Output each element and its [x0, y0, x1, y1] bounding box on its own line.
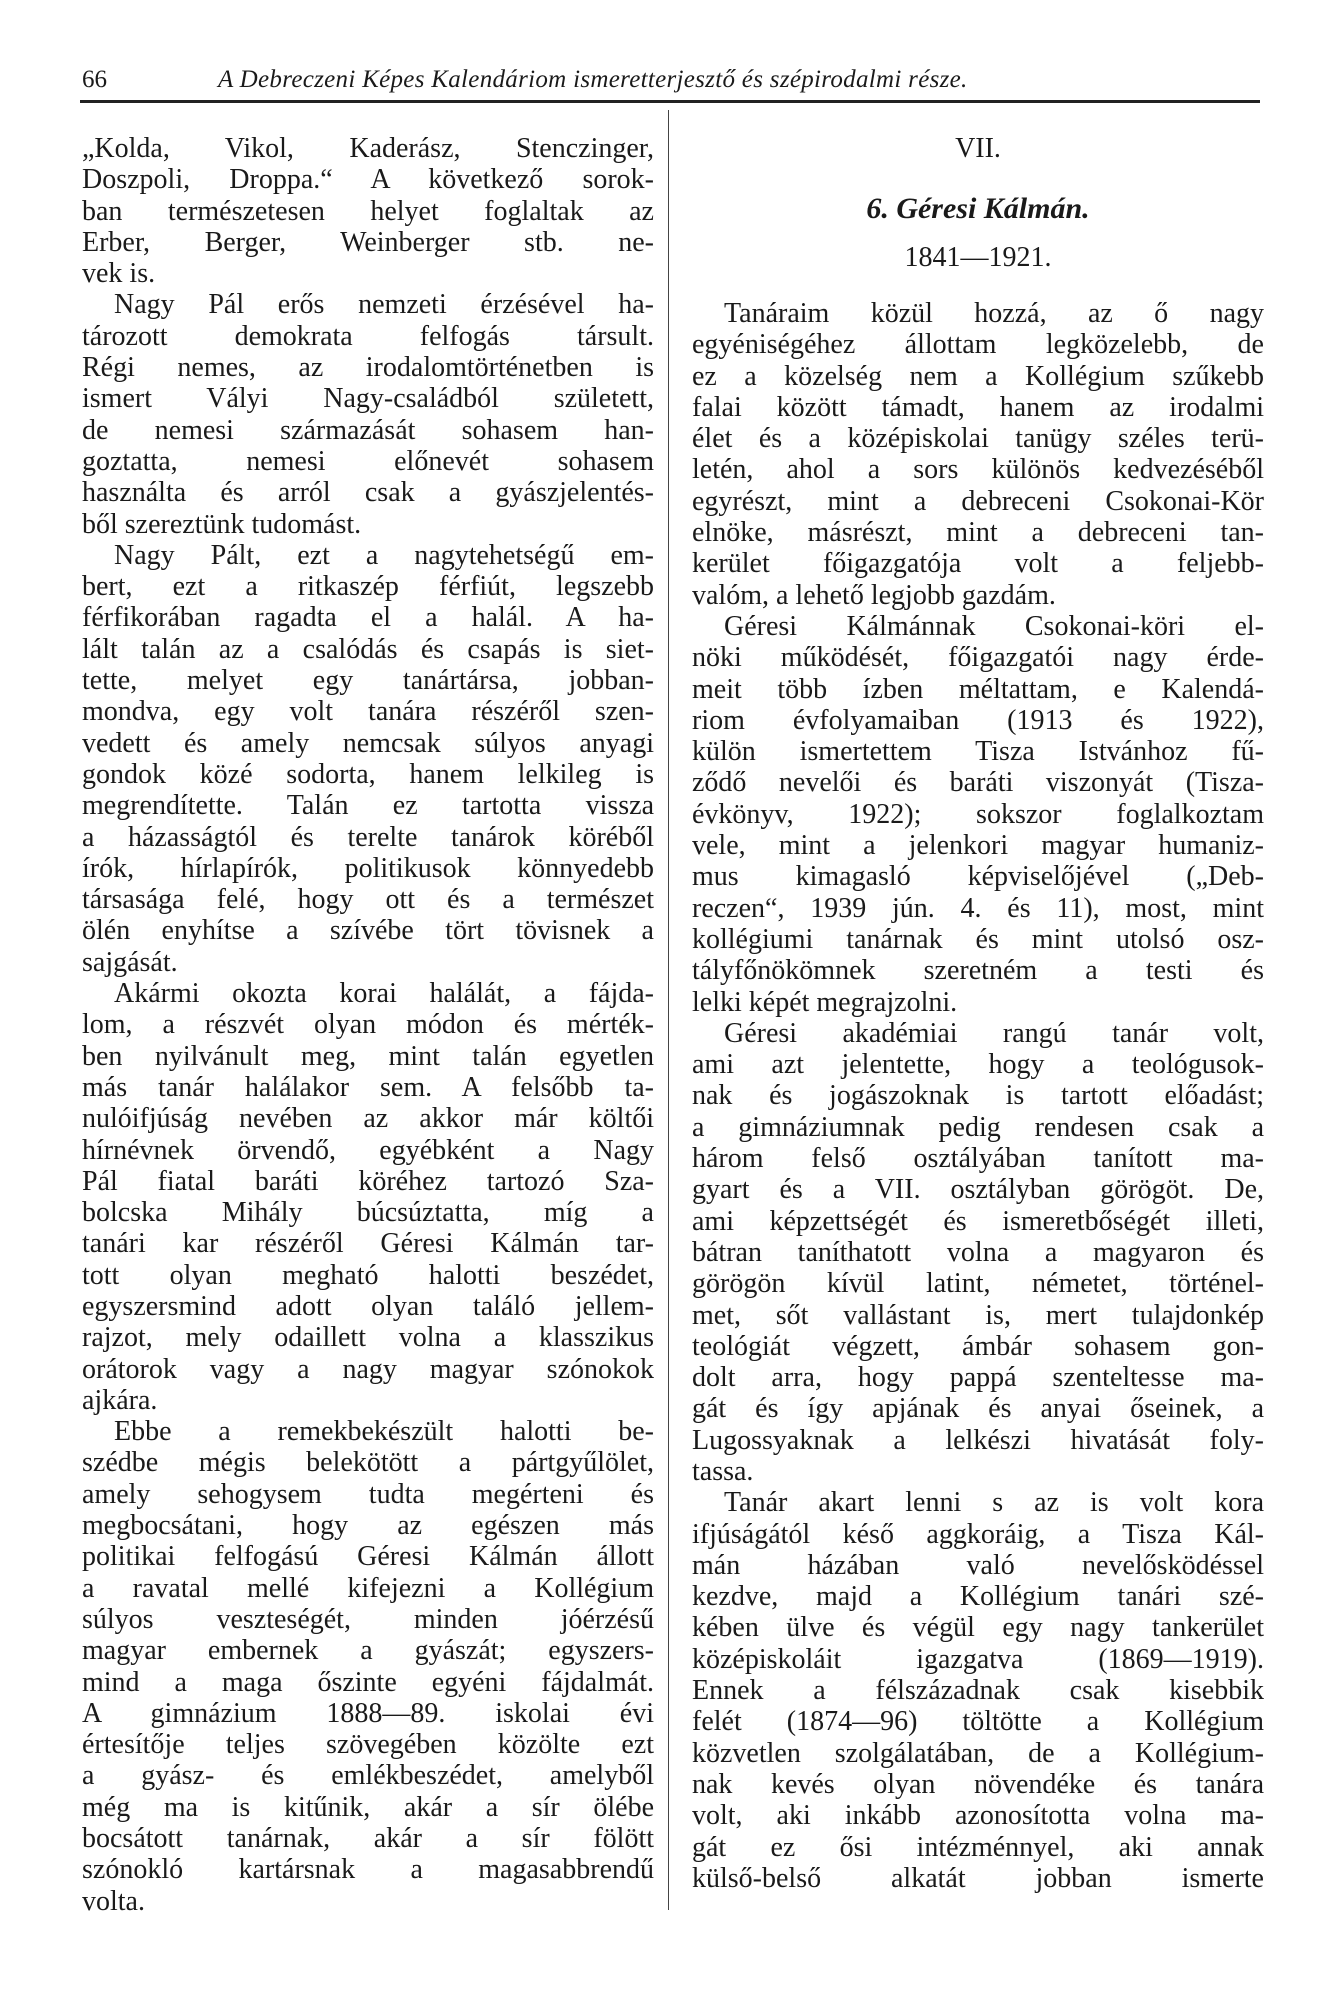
text-line: külső-belső alkatát jobban ismerte [692, 1862, 1264, 1894]
text-line: más tanár halálakor sem. A felsőbb ta- [82, 1071, 654, 1103]
text-line: a gyász- és emlékbeszédet, amelyből [82, 1760, 654, 1792]
text-line: vele, mint a jelenkori magyar humaniz- [692, 830, 1264, 862]
text-line: tette, melyet egy tanártársa, jobban- [82, 665, 654, 697]
text-line: volt, aki inkább azonosította volna ma- [692, 1800, 1264, 1832]
text-line: tassa. [692, 1455, 754, 1487]
text-line: nak és jogászoknak is tartott előadást; [692, 1080, 1264, 1112]
page-number: 66 [82, 66, 107, 93]
text-line: valóm, a lehető legjobb gazdám. [692, 579, 1056, 611]
text-line: férfikorában ragadta el a halál. A ha- [82, 602, 654, 634]
text-line: kében ülve és végül egy nagy tankerület [692, 1612, 1264, 1644]
text-line: bátran taníthatott volna a magyaron és [692, 1236, 1264, 1268]
running-header: A Debreczeni Képes Kalendáriom ismeretterjesztő és szépirodalmi része. [218, 66, 968, 93]
text-line: „Kolda, Vikol, Kaderász, Stenczinger, [82, 133, 654, 164]
text-line: bocsátott tanárnak, akár a sír fölött [82, 1823, 654, 1855]
text-line: a ravatal mellé kifejezni a Kollégium [82, 1572, 654, 1604]
text-line: lelki képét megrajzolni. [692, 986, 958, 1018]
text-line: Ennek a félszázadnak csak kisebbik [692, 1675, 1264, 1707]
text-line: gondok közé sodorta, hanem lelkileg is [82, 758, 654, 790]
text-line: Lugossyaknak a lelkészi hivatását foly- [692, 1424, 1264, 1456]
text-line: hírnévnek örvendő, egyébként a Nagy [82, 1134, 654, 1166]
text-line: magyar embernek a gyászát; egyszers- [82, 1635, 654, 1667]
right-column [692, 298, 1264, 1894]
text-line: ifjúságától késő aggkoráig, a Tisza Kál- [692, 1518, 1264, 1550]
text-line: írók, hírlapírók, politikusok könnyedebb [82, 852, 654, 884]
text-line: megrendítette. Talán ez tartotta vissza [82, 790, 654, 822]
text-line: Tanáraim közül hozzá, az ő nagy [724, 298, 1264, 329]
text-line: gát ez ősi intézménnyel, aki annak [692, 1831, 1264, 1863]
text-line: gyart és a VII. osztályban görögöt. De, [692, 1174, 1264, 1206]
text-line: amely sehogysem tudta megérteni és [82, 1478, 654, 1510]
article-years: 1841—1921. [904, 242, 1052, 273]
text-line: évkönyv, 1922); sokszor foglalkoztam [692, 798, 1264, 830]
text-line: goztatta, nemesi előnevét sohasem [82, 445, 654, 477]
text-line: A gimnázium 1888—89. iskolai évi [82, 1697, 654, 1729]
text-line: élet és a középiskolai tanügy széles terü- [692, 423, 1264, 455]
text-line: Nagy Pál erős nemzeti érzésével ha- [114, 289, 654, 321]
text-line: nak kevés olyan növendéke és tanára [692, 1768, 1264, 1800]
text-line: tározott demokrata felfogás társult. [82, 320, 654, 352]
text-line: de nemesi származását sohasem han- [82, 414, 654, 446]
text-line: súlyos veszteségét, minden jóérzésű [82, 1603, 654, 1635]
text-line: teológiát végzett, ámbár sohasem gon- [692, 1330, 1264, 1362]
text-line: vek is. [82, 258, 156, 290]
text-line: Nagy Pált, ezt a nagytehetségű em- [114, 539, 654, 571]
text-line: met, sőt vallástant is, mert tulajdonkép [692, 1299, 1264, 1331]
text-line: dolt arra, hogy pappá szenteltesse ma- [692, 1362, 1264, 1394]
article-title: 6. Géresi Kálmán. [866, 192, 1090, 225]
text-line: riom évfolyamaiban (1913 és 1922), [692, 704, 1264, 736]
text-line: lált talán az a csalódás és csapás is siet- [82, 633, 654, 665]
text-line: ami azt jelentette, hogy a teológusok- [692, 1049, 1264, 1081]
text-line: a házasságtól és terelte tanárok köréből [82, 821, 654, 853]
text-line: Ebbe a remekbekészült halotti be- [114, 1416, 654, 1448]
header-rule [80, 100, 1260, 103]
text-line: ez a közelség nem a Kollégium szűkebb [692, 360, 1264, 392]
text-line: kerület főigazgatója volt a feljebb- [692, 548, 1264, 580]
text-line: Doszpoli, Droppa.“ A következő sorok- [82, 164, 654, 196]
text-line: letén, ahol a sors különös kedvezéséből [692, 454, 1264, 486]
text-line: mind a maga őszinte egyéni fájdalmát. [82, 1666, 654, 1698]
section-number: VII. [955, 133, 1001, 164]
text-line: még ma is kitűnik, akár a sír ölébe [82, 1791, 654, 1823]
text-line: Akármi okozta korai halálát, a fájda- [114, 978, 654, 1010]
column-divider [668, 110, 669, 1910]
text-line: tanári kar részéről Géresi Kálmán tar- [82, 1228, 654, 1260]
text-line: szónokló kartársnak a magasabbrendű [82, 1854, 654, 1886]
text-line: meit több ízben méltattam, e Kalendá- [692, 673, 1264, 705]
text-line: mus kimagasló képviselőjével („Deb- [692, 861, 1264, 893]
text-line: volta. [82, 1885, 145, 1917]
text-line: külön ismertettem Tisza Istvánhoz fű- [692, 736, 1264, 768]
text-line: szédbe mégis belekötött a pártgyűlölet, [82, 1447, 654, 1479]
text-line: tott olyan megható halotti beszédet, [82, 1259, 654, 1291]
text-line: Pál fiatal baráti köréhez tartozó Sza- [82, 1165, 654, 1197]
text-line: orátorok vagy a nagy magyar szónokok [82, 1353, 654, 1385]
text-line: mán házában való nevelősködéssel [692, 1549, 1264, 1581]
text-line: a gimnáziumnak pedig rendesen csak a [692, 1111, 1264, 1143]
text-line: három felső osztályában tanított ma- [692, 1143, 1264, 1175]
text-line: középiskoláit igazgatva (1869—1919). [692, 1643, 1264, 1675]
text-line: ban természetesen helyet foglaltak az [82, 195, 654, 227]
text-line: bolcska Mihály búcsúztatta, míg a [82, 1197, 654, 1229]
text-line: nulóifjúság nevében az akkor már költői [82, 1103, 654, 1135]
text-line: ben nyilvánult meg, mint talán egyetlen [82, 1040, 654, 1072]
text-line: egyéniségéhez állottam legközelebb, de [692, 329, 1264, 361]
text-line: ölén enyhítse a szívébe tört tövisnek a [82, 915, 654, 947]
text-line: kollégiumi tanárnak és mint utolsó osz- [692, 923, 1264, 955]
text-line: sajgását. [82, 946, 178, 978]
text-line: használta és arról csak a gyászjelentés- [82, 477, 654, 509]
text-line: tályfőnökömnek szeretném a testi és [692, 955, 1264, 987]
text-line: kezdve, majd a Kollégium tanári szé- [692, 1581, 1264, 1613]
left-column [82, 133, 654, 1917]
text-line: ből szereztünk tudomást. [82, 508, 362, 540]
text-line: társasága felé, hogy ott és a természet [82, 884, 654, 916]
text-line: vedett és amely nemcsak súlyos anyagi [82, 727, 654, 759]
text-line: ajkára. [82, 1384, 158, 1416]
text-line: ződő nevelői és baráti viszonyát (Tisza- [692, 767, 1264, 799]
text-line: mondva, egy volt tanára részéről szen- [82, 696, 654, 728]
text-line: felét (1874—96) töltötte a Kollégium [692, 1706, 1264, 1738]
text-line: Régi nemes, az irodalomtörténetben is [82, 352, 654, 384]
text-line: ismert Vályi Nagy-családból született, [82, 383, 654, 415]
text-line: rajzot, mely odaillett volna a klasszikus [82, 1322, 654, 1354]
text-line: politikai felfogású Géresi Kálmán állott [82, 1541, 654, 1573]
text-line: ami képzettségét és ismeretbőségét illeti, [692, 1205, 1264, 1237]
text-line: lom, a részvét olyan módon és mérték- [82, 1009, 654, 1041]
text-line: Géresi Kálmánnak Csokonai-köri el- [724, 610, 1264, 642]
text-line: reczen“, 1939 jún. 4. és 11), most, mint [692, 892, 1264, 924]
text-line: nöki működését, főigazgatói nagy érde- [692, 642, 1264, 674]
text-line: Erber, Berger, Weinberger stb. ne- [82, 226, 654, 258]
text-line: falai között támadt, hanem az irodalmi [692, 391, 1264, 423]
text-line: gát és így apjának és anyai őseinek, a [692, 1393, 1264, 1425]
text-line: egyrészt, mint a debreceni Csokonai-Kör [692, 485, 1264, 517]
text-line: bert, ezt a ritkaszép férfiút, legszebb [82, 571, 654, 603]
text-line: közvetlen szolgálatában, de a Kollégium- [692, 1737, 1264, 1769]
text-line: értesítője teljes szövegében közölte ezt [82, 1729, 654, 1761]
text-line: Géresi akadémiai rangú tanár volt, [724, 1017, 1264, 1049]
text-line: görögön kívül latint, németet, történel- [692, 1268, 1264, 1300]
text-line: megbocsátani, hogy az egészen más [82, 1510, 654, 1542]
text-line: elnöke, másrészt, mint a debreceni tan- [692, 517, 1264, 549]
text-line: Tanár akart lenni s az is volt kora [724, 1487, 1264, 1519]
text-line: egyszersmind adott olyan találó jellem- [82, 1290, 654, 1322]
